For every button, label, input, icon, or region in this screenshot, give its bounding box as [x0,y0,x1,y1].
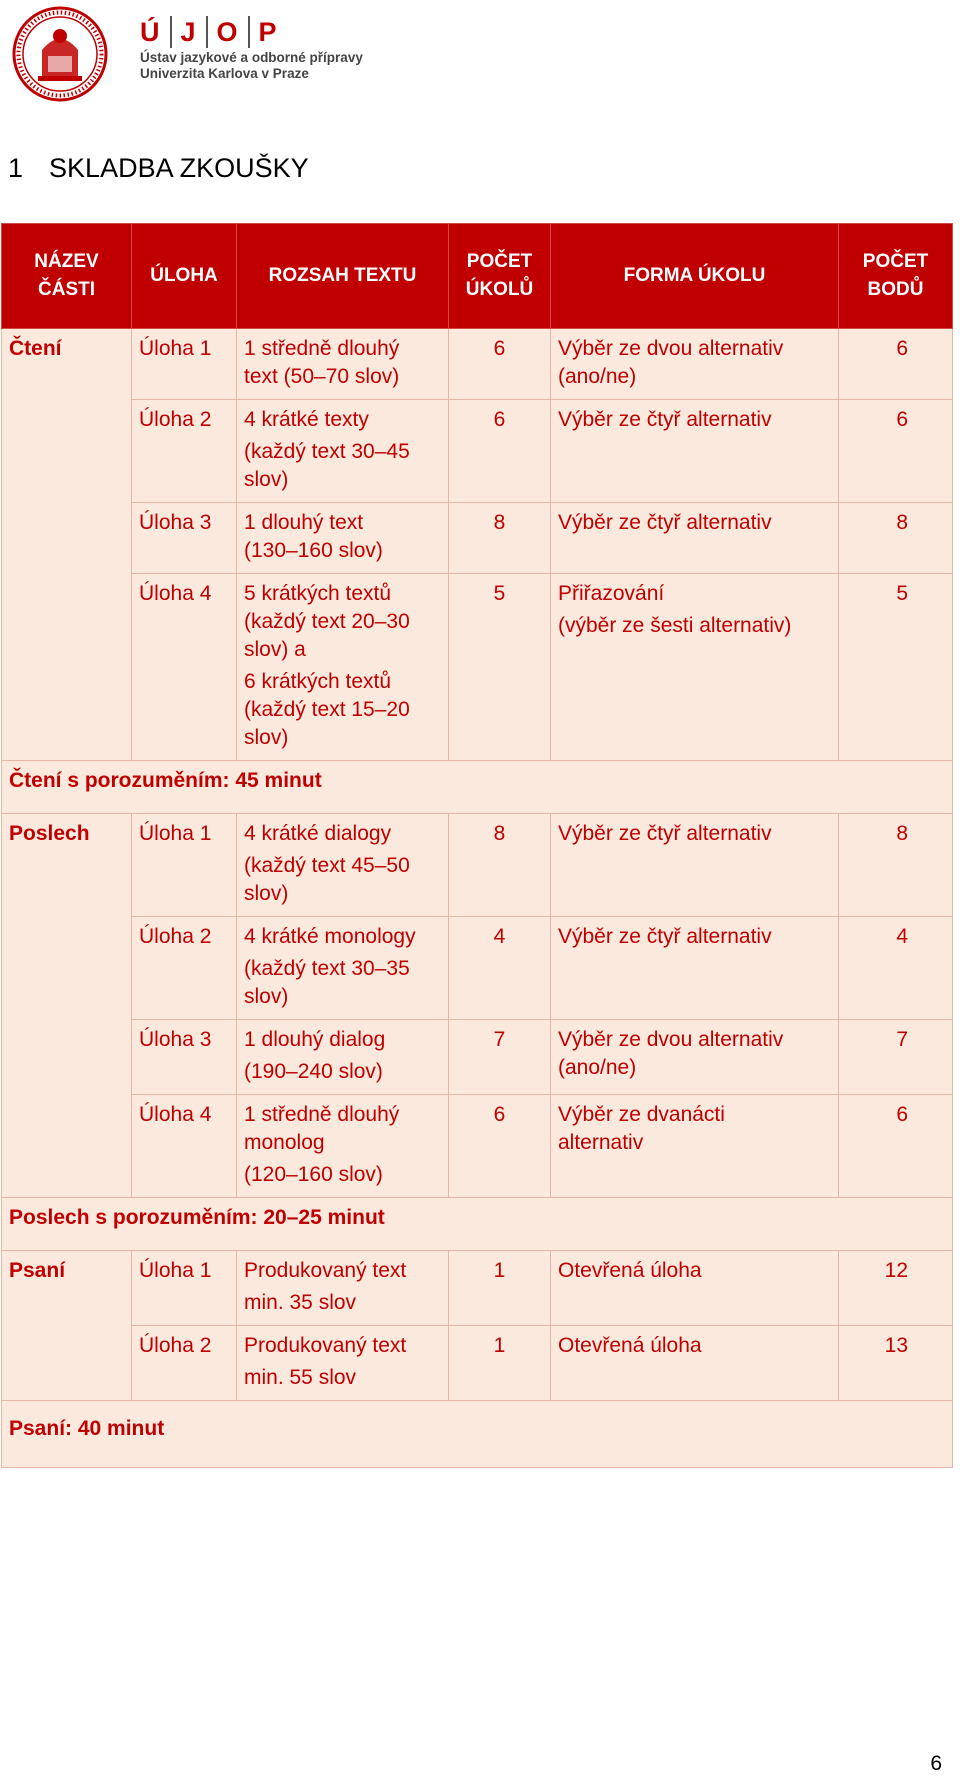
section-number: 1 [8,153,24,183]
task-name: Úloha 2 [132,1326,237,1401]
points: 5 [839,574,953,761]
task-count: 5 [449,574,551,761]
points: 8 [839,503,953,574]
institute-name: Ústav jazykové a odborné přípravy [140,50,363,65]
points: 12 [839,1251,953,1326]
text-range: 4 krátké dialogy (každý text 45–50 slov) [237,814,449,917]
task-name: Úloha 3 [132,1020,237,1095]
summary-row-cteni [2,761,953,814]
task-form: Výběr ze čtyř alternativ [551,917,839,1020]
text-range: Produkovaný text min. 35 slov [237,1251,449,1326]
header-rozsah-textu: ROZSAH TEXTU [237,224,449,329]
table-row [2,814,953,917]
summary-text: Čtení s porozuměním: 45 minut [2,761,953,814]
table-row [2,503,953,574]
table-row [2,574,953,761]
task-count: 8 [449,814,551,917]
table-row [2,329,953,400]
text-range: Produkovaný text min. 55 slov [237,1326,449,1401]
points: 6 [839,400,953,503]
brand-letter: J [180,16,197,47]
task-form: Otevřená úloha [551,1251,839,1326]
header-uloha: ÚLOHA [132,224,237,329]
task-form: Výběr ze dvou alternativ (ano/ne) [551,329,839,400]
task-form: Přiřazování (výběr ze šesti alternativ) [551,574,839,761]
text-range: 4 krátké monology (každý text 30–35 slov) [237,917,449,1020]
institute-brand [140,14,363,82]
points: 6 [839,1095,953,1198]
text-range: 1 dlouhý dialog (190–240 slov) [237,1020,449,1095]
brand-letter: P [258,16,278,47]
task-name: Úloha 3 [132,503,237,574]
header-forma-ukolu: FORMA ÚKOLU [551,224,839,329]
table-row [2,1020,953,1095]
table-row [2,400,953,503]
task-count: 1 [449,1251,551,1326]
points: 4 [839,917,953,1020]
task-name: Úloha 1 [132,1251,237,1326]
text-range: 1 středně dlouhý text (50–70 slov) [237,329,449,400]
part-name-psani: Psaní [2,1251,132,1401]
task-name: Úloha 4 [132,574,237,761]
task-form: Výběr ze čtyř alternativ [551,503,839,574]
page-number: 6 [930,1752,942,1775]
task-count: 4 [449,917,551,1020]
university-name: Univerzita Karlova v Praze [140,66,309,81]
points: 13 [839,1326,953,1401]
task-name: Úloha 4 [132,1095,237,1198]
task-name: Úloha 1 [132,329,237,400]
table-header-row [2,224,953,329]
summary-row-psani [2,1401,953,1468]
table-row [2,1326,953,1401]
task-form: Výběr ze dvou alternativ (ano/ne) [551,1020,839,1095]
task-count: 1 [449,1326,551,1401]
header-pocet-ukolu: POČET ÚKOLŮ [449,224,551,329]
task-count: 7 [449,1020,551,1095]
table-row [2,1251,953,1326]
header-nazev-casti: NÁZEV ČÁSTI [2,224,132,329]
points: 6 [839,329,953,400]
text-range: 5 krátkých textů (každý text 20–30 slov) a 6 krátkých textů (každý text 15–20 slov) [237,574,449,761]
task-form: Výběr ze čtyř alternativ [551,400,839,503]
brand-letter: Ú [140,16,161,47]
summary-text: Poslech s porozuměním: 20–25 minut [2,1198,953,1251]
table-row [2,1095,953,1198]
task-count: 6 [449,329,551,400]
part-name-cteni: Čtení [2,329,132,761]
task-form: Otevřená úloha [551,1326,839,1401]
task-form: Výběr ze čtyř alternativ [551,814,839,917]
points: 7 [839,1020,953,1095]
task-name: Úloha 2 [132,917,237,1020]
brand-letters [140,14,363,50]
section-title: SKLADBA ZKOUŠKY [49,153,309,183]
task-name: Úloha 2 [132,400,237,503]
points: 8 [839,814,953,917]
section-heading [8,153,309,184]
summary-row-poslech [2,1198,953,1251]
task-count: 8 [449,503,551,574]
text-range: 4 krátké texty (každý text 30–45 slov) [237,400,449,503]
header-pocet-bodu: POČET BODŮ [839,224,953,329]
text-range: 1 dlouhý text (130–160 slov) [237,503,449,574]
task-count: 6 [449,1095,551,1198]
university-seal-logo [8,6,112,102]
exam-structure-table [1,223,953,1468]
part-name-poslech: Poslech [2,814,132,1198]
task-form: Výběr ze dvanácti alternativ [551,1095,839,1198]
summary-text: Psaní: 40 minut [2,1401,953,1468]
table-row [2,917,953,1020]
text-range: 1 středně dlouhý monolog (120–160 slov) [237,1095,449,1198]
task-name: Úloha 1 [132,814,237,917]
brand-letter: O [216,16,239,47]
task-count: 6 [449,400,551,503]
